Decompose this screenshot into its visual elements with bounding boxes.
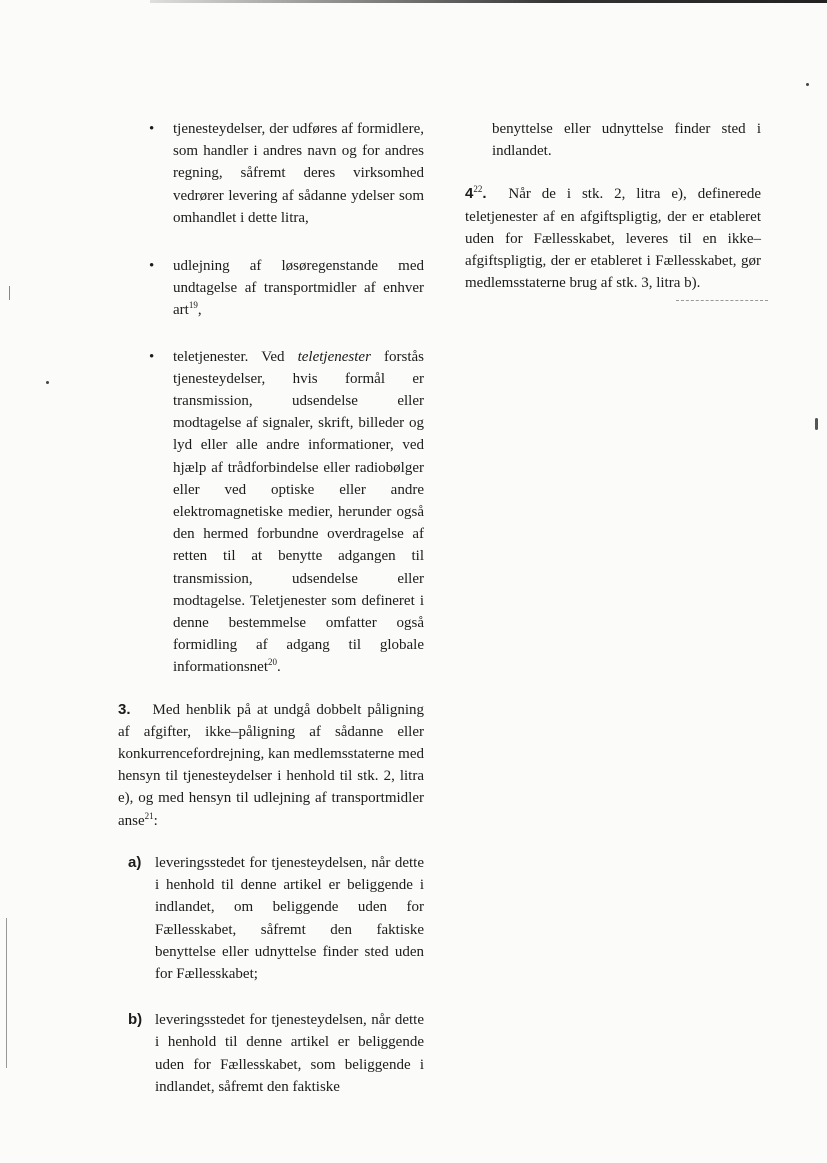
bullet-icon: • [149, 348, 155, 365]
list-item [118, 255, 424, 322]
footnote-ref: 20 [267, 657, 277, 668]
scan-top-edge [150, 0, 827, 3]
section-3-paragraph: 3. Med henblik på at undgå dobbelt påligning af afgifter, ikke–påligning af sådanne eller konkurrencefordrejning, kan medlemsstaterne med hensyn til tjenesteydelser i henhold til stk. 2, litra e), og med hensyn til udlejning af transportmidler anse$^{21}$: [118, 700, 424, 829]
defined-term: teletjenester [297, 348, 371, 365]
bullet-icon: • [149, 258, 155, 275]
list-item-text: leveringsstedet for tjenesteydelsen, når dette i henhold til denne artikel er beliggende uden for Fællesskabet, som beliggende i indlandet, såfremt den faktiske [155, 1012, 424, 1095]
bullet-icon: • [149, 121, 155, 137]
footnote-ref: 21 [144, 810, 154, 821]
right-column [465, 118, 761, 294]
list-item [118, 118, 424, 229]
scan-edge-line [6, 918, 7, 1068]
footnote-ref: 22 [473, 184, 483, 195]
list-letter: a) [128, 853, 142, 871]
section-number: 4 [465, 185, 474, 203]
bullet-text: teletjenester. Ved teletjenester forstås tjenesteydelser, hvis formål er transmission, udsendelse eller modtagelse af signaler, skrift, billeder og lyd eller alle andre informationer, ved hjælp af trådforbindelse eller radiobølger eller ved optiske eller andre elektromagnetiske medier, herunder også den hermed forbundne overdragelse af retten til at benytte adgangen til transmission, udsendelse eller modtagelse. Teletjenester som defineret i denne bestemmelse omfatter også formidling af adgang til globale informationsnet$^{20}$. [173, 348, 424, 676]
scan-speck [806, 83, 809, 86]
list-item [118, 346, 424, 679]
footnote-ref: 19 [188, 300, 198, 311]
scan-mark [815, 418, 818, 430]
left-column [118, 118, 424, 1098]
list-letter: b) [128, 1011, 143, 1029]
continuation-text: benyttelse eller udnyttelse finder sted i indlandet. [492, 121, 761, 160]
bullet-text: tjenesteydelser, der udføres af formidlere, som handler i andres navn og for andres regning, såfremt deres virksomhed vedrører levering af sådanne ydelser som omhandlet i dette litra, [173, 121, 424, 226]
bullet-text: udlejning af løsøregenstande med undtagelse af transportmidler af enhver art$^{19}$, [173, 258, 424, 319]
scan-dashed-rule [676, 300, 768, 301]
scan-speck [46, 381, 49, 384]
list-item-text: leveringsstedet for tjenesteydelsen, når dette i henhold til denne artikel er beliggende i indlandet, om beliggende uden for Fællesskabet, såfremt den faktiske benyttelse eller udnyttelse finder sted uden for Fællesskabet; [155, 854, 424, 982]
list-item-a [118, 852, 424, 985]
section-4-paragraph: $4^{22}$. Når de i stk. 2, litra e), definerede teletjenester af en afgiftspligtig, der er etableret uden for Fællesskabet, leveres til en ikke–afgiftspligtig, der er etableret i Fællesskabet, gør medlemsstaterne brug af stk. 3, litra b). [465, 184, 762, 292]
list-item-b [118, 1009, 424, 1098]
section-number: 3. [118, 700, 131, 718]
scan-edge-line [9, 286, 10, 300]
